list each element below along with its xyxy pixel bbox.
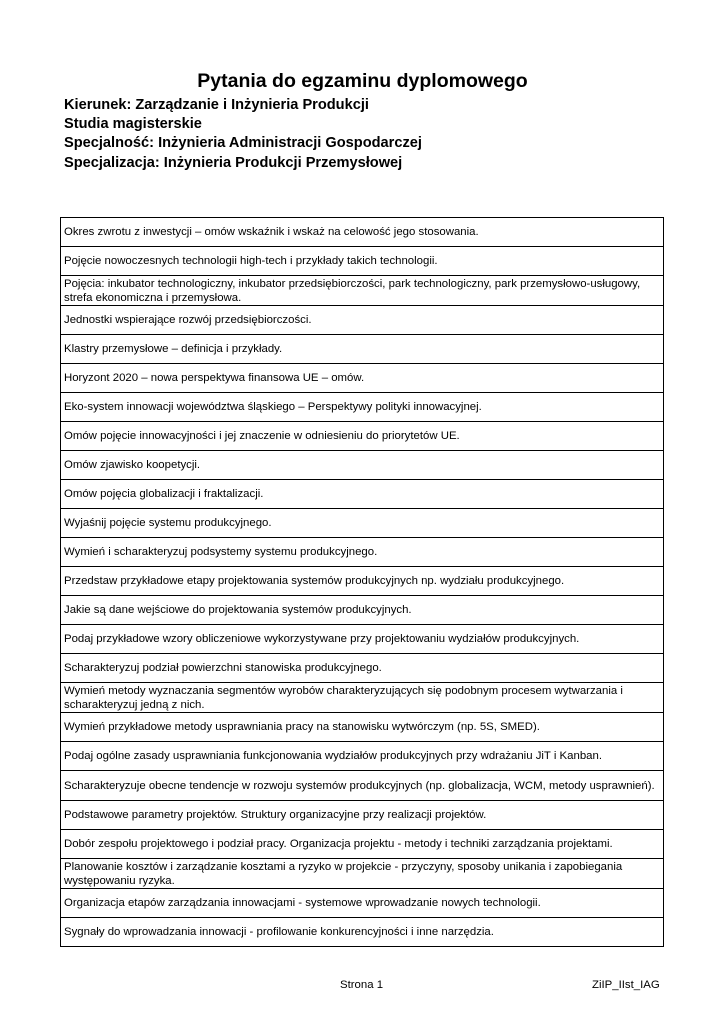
table-row	[61, 625, 664, 654]
question-cell: Scharakteryzuj podział powierzchni stanowiska produkcyjnego.	[61, 654, 664, 683]
question-cell: Podaj przykładowe wzory obliczeniowe wykorzystywane przy projektowaniu wydziałów produkcyjnych.	[61, 625, 664, 654]
question-cell: Eko-system innowacji województwa śląskiego – Perspektywy polityki innowacyjnej.	[61, 393, 664, 422]
table-row	[61, 771, 664, 801]
document-code: ZiIP_IIst_IAG	[592, 979, 660, 991]
table-row	[61, 830, 664, 859]
table-row	[61, 654, 664, 683]
document-meta	[64, 96, 422, 173]
questions-table	[60, 217, 664, 947]
question-cell: Jednostki wspierające rozwój przedsiębiorczości.	[61, 306, 664, 335]
table-row	[61, 509, 664, 538]
question-cell: Omów zjawisko koopetycji.	[61, 451, 664, 480]
question-cell: Pojęcie nowoczesnych technologii high-tech i przykłady takich technologii.	[61, 247, 664, 276]
question-cell: Wymień i scharakteryzuj podsystemy systemu produkcyjnego.	[61, 538, 664, 567]
table-row	[61, 276, 664, 306]
question-cell: Sygnały do wprowadzania innowacji - profilowanie konkurencyjności i inne narzędzia.	[61, 918, 664, 947]
table-row	[61, 742, 664, 771]
question-cell: Przedstaw przykładowe etapy projektowania systemów produkcyjnych np. wydziału produkcyjnego.	[61, 567, 664, 596]
question-cell: Omów pojęcia globalizacji i fraktalizacji.	[61, 480, 664, 509]
question-cell: Omów pojęcie innowacyjności i jej znaczenie w odniesieniu do priorytetów UE.	[61, 422, 664, 451]
specjalnosc-line: Specjalność: Inżynieria Administracji Gospodarczej	[64, 135, 422, 152]
page-number: Strona 1	[340, 979, 384, 991]
page-title: Pytania do egzaminu dyplomowego	[197, 70, 528, 92]
table-row	[61, 801, 664, 830]
studia-line: Studia magisterskie	[64, 116, 202, 133]
specjalizacja-line: Specjalizacja: Inżynieria Produkcji Przemysłowej	[64, 154, 403, 171]
question-cell: Jakie są dane wejściowe do projektowania systemów produkcyjnych.	[61, 596, 664, 625]
table-row	[61, 218, 664, 247]
question-cell: Wymień metody wyznaczania segmentów wyrobów charakteryzujących się podobnym procesem wytwarzania i scharakteryzuj jedną z nich.	[61, 683, 664, 713]
question-cell: Dobór zespołu projektowego i podział pracy. Organizacja projektu - metody i techniki zarządzania projektami.	[61, 830, 664, 859]
table-row	[61, 567, 664, 596]
question-cell: Pojęcia: inkubator technologiczny, inkubator przedsiębiorczości, park technologiczny, park przemysłowo-usługowy, strefa ekonomiczna i przemysłowa.	[61, 276, 664, 306]
question-cell: Klastry przemysłowe – definicja i przykłady.	[61, 335, 664, 364]
question-cell: Organizacja etapów zarządzania innowacjami - systemowe wprowadzanie nowych technologii.	[61, 889, 664, 918]
table-row	[61, 596, 664, 625]
table-row	[61, 393, 664, 422]
question-cell: Planowanie kosztów i zarządzanie kosztami a ryzyko w projekcie - przyczyny, sposoby unikania i zapobiegania występowaniu ryzyka.	[61, 859, 664, 889]
table-row	[61, 480, 664, 509]
table-row	[61, 918, 664, 947]
table-row	[61, 713, 664, 742]
table-row	[61, 247, 664, 276]
table-row	[61, 683, 664, 713]
question-cell: Podstawowe parametry projektów. Struktury organizacyjne przy realizacji projektów.	[61, 801, 664, 830]
table-row	[61, 451, 664, 480]
question-cell: Scharakteryzuje obecne tendencje w rozwoju systemów produkcyjnych (np. globalizacja, WCM, metody usprawnień).	[61, 771, 664, 801]
table-row	[61, 306, 664, 335]
question-cell: Horyzont 2020 – nowa perspektywa finansowa UE – omów.	[61, 364, 664, 393]
table-row	[61, 364, 664, 393]
table-row	[61, 538, 664, 567]
table-row	[61, 859, 664, 889]
question-cell: Podaj ogólne zasady usprawniania funkcjonowania wydziałów produkcyjnych przy wdrażaniu JiT i Kanban.	[61, 742, 664, 771]
kierunek-line: Kierunek: Zarządzanie i Inżynieria Produkcji	[64, 97, 369, 113]
question-cell: Wymień przykładowe metody usprawniania pracy na stanowisku wytwórczym (np. 5S, SMED).	[61, 713, 664, 742]
table-row	[61, 422, 664, 451]
table-row	[61, 335, 664, 364]
question-cell: Wyjaśnij pojęcie systemu produkcyjnego.	[61, 509, 664, 538]
question-cell: Okres zwrotu z inwestycji – omów wskaźnik i wskaż na celowość jego stosowania.	[61, 218, 664, 247]
table-row	[61, 889, 664, 918]
